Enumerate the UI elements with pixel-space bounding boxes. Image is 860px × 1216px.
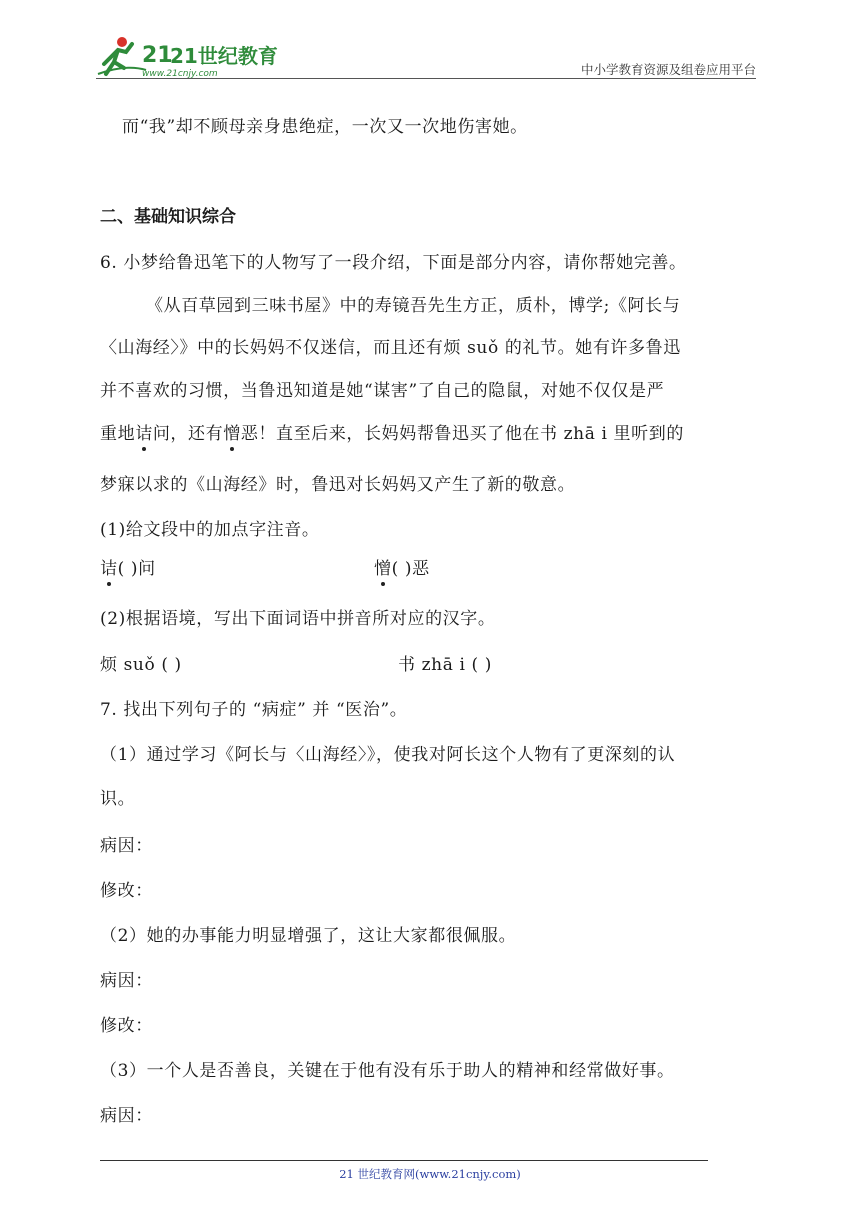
q7-sentence-1-line-2: 识。 (100, 789, 136, 809)
q7-sentence-1-line-1: （1）通过学习《阿长与〈山海经〉》，使我对阿长这个人物有了更深刻的认 (100, 745, 676, 765)
q7-stem: 7. 找出下列句子的 “病症” 并 “医治”。 (100, 700, 408, 720)
carry-over-line: 而“我”却不顾母亲身患绝症，一次又一次地伤害她。 (122, 117, 528, 137)
q6-passage-line-5: 梦寐以求的《山海经》时，鲁迅对长妈妈又产生了新的敬意。 (100, 475, 576, 495)
q6-stem: 6. 小梦给鲁迅笔下的人物写了一段介绍，下面是部分内容，请你帮她完善。 (100, 253, 687, 273)
footer-divider (100, 1160, 708, 1161)
q6-passage-line-1: 《从百草园到三味书屋》中的寿镜吾先生方正，质朴，博学;《阿长与 (146, 296, 681, 316)
q6-sub2-answer-b: 书 zhā i ( ) (398, 655, 492, 675)
q6-sub2: (2)根据语境，写出下面词语中拼音所对应的汉字。 (100, 609, 496, 629)
q6-passage-line-4 (100, 419, 684, 444)
dotted-char: 诘 (100, 559, 118, 579)
svg-text:www.21cnjy.com: www.21cnjy.com (142, 69, 218, 79)
text-segment: 问，还有 (152, 424, 224, 444)
q7-sentence-3: （3）一个人是否善良，关键在于他有没有乐于助人的精神和经常做好事。 (100, 1061, 675, 1081)
q7-fix-label-2: 修改： (100, 1016, 153, 1036)
q7-fix-label-1: 修改： (100, 881, 153, 901)
q7-cause-label-3: 病因： (100, 1106, 153, 1126)
dotted-char: 憎 (223, 424, 241, 444)
logo-text: 21世纪教育 (170, 44, 278, 68)
dotted-char: 诘 (135, 424, 153, 444)
q7-sentence-2: （2）她的办事能力明显增强了，这让大家都很佩服。 (100, 926, 517, 946)
q7-cause-label-1: 病因： (100, 836, 153, 856)
footer-text: 21 世纪教育网(www.21cnjy.com) (339, 1167, 521, 1181)
q6-sub1: (1)给文段中的加点字注音。 (100, 520, 320, 540)
q6-sub2-answer-a: 烦 suǒ ( ) (100, 655, 182, 675)
platform-label: 中小学教育资源及组卷应用平台 (580, 62, 756, 77)
header-divider (96, 78, 756, 79)
svg-text:21: 21 (142, 43, 173, 68)
text-segment: 重地 (100, 424, 136, 444)
dotted-char: 憎 (374, 559, 392, 579)
q6-passage-line-3: 并不喜欢的习惯，当鲁迅知道是她“谋害”了自己的隐鼠，对她不仅仅是严 (100, 381, 665, 401)
q6-sub1-answer-a (100, 554, 156, 579)
site-logo (96, 34, 278, 80)
section-title: 二、基础知识综合 (100, 207, 236, 227)
answer-blank: ( )问 (117, 559, 156, 579)
q6-sub1-answer-b (374, 554, 430, 579)
answer-blank: ( )恶 (391, 559, 430, 579)
text-segment: 恶！直至后来，长妈妈帮鲁迅买了他在书 zhā i 里听到的 (240, 424, 684, 444)
q6-passage-line-2: 〈山海经〉》中的长妈妈不仅迷信，而且还有烦 suǒ 的礼节。她有许多鲁迅 (100, 338, 681, 358)
q7-cause-label-2: 病因： (100, 971, 153, 991)
